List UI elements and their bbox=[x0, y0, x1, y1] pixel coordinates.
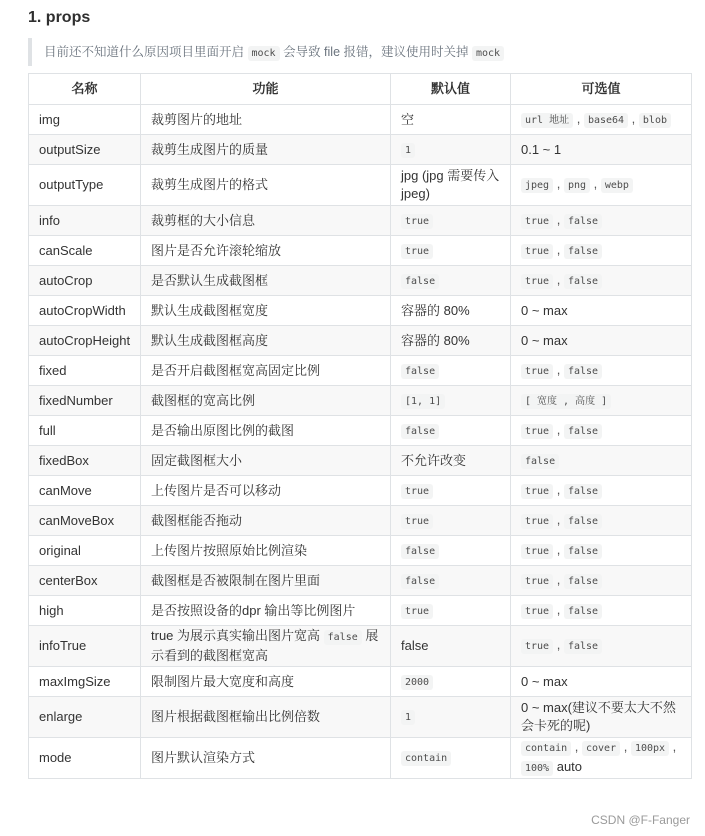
cell-name: outputType bbox=[29, 165, 141, 206]
default-code: [1, 1] bbox=[401, 394, 445, 409]
default-code: false bbox=[401, 274, 439, 289]
cell-options bbox=[511, 566, 692, 596]
default-code: false bbox=[401, 364, 439, 379]
option-code: false bbox=[564, 214, 602, 229]
cell-name: autoCropWidth bbox=[29, 296, 141, 326]
cell-function bbox=[141, 626, 391, 667]
option-code: url 地址 bbox=[521, 113, 573, 128]
cell-name: mode bbox=[29, 738, 141, 779]
table-row bbox=[29, 266, 692, 296]
cell-default: 容器的 80% bbox=[391, 326, 511, 356]
cell-options bbox=[511, 626, 692, 667]
option-code: true bbox=[521, 214, 553, 229]
cell-default: 空 bbox=[391, 105, 511, 135]
table-row bbox=[29, 356, 692, 386]
header-options: 可选值 bbox=[511, 74, 692, 105]
cell-function: 图片是否允许滚轮缩放 bbox=[141, 236, 391, 266]
table-row bbox=[29, 416, 692, 446]
option-code: false bbox=[564, 574, 602, 589]
function-code: false bbox=[324, 630, 362, 645]
cell-default bbox=[391, 135, 511, 165]
cell-function: 裁剪生成图片的质量 bbox=[141, 135, 391, 165]
cell-options bbox=[511, 386, 692, 416]
table-header-row bbox=[29, 74, 692, 105]
header-name: 名称 bbox=[29, 74, 141, 105]
cell-default: false bbox=[391, 626, 511, 667]
option-code: false bbox=[564, 484, 602, 499]
cell-function: 上传图片是否可以移动 bbox=[141, 476, 391, 506]
option-code: false bbox=[564, 424, 602, 439]
cell-function: 裁剪生成图片的格式 bbox=[141, 165, 391, 206]
separator: , bbox=[669, 739, 677, 754]
separator: , bbox=[553, 361, 564, 377]
section-heading: 1. props bbox=[28, 9, 91, 26]
cell-function: 裁剪图片的地址 bbox=[141, 105, 391, 135]
cell-default: 容器的 80% bbox=[391, 296, 511, 326]
option-tail-text: auto bbox=[556, 759, 583, 774]
cell-name: img bbox=[29, 105, 141, 135]
separator: , bbox=[628, 110, 639, 126]
cell-name: canMove bbox=[29, 476, 141, 506]
cell-name: maxImgSize bbox=[29, 667, 141, 697]
table-row bbox=[29, 236, 692, 266]
option-code: true bbox=[521, 244, 553, 259]
separator: , bbox=[553, 511, 564, 527]
option-code: false bbox=[564, 639, 602, 654]
default-code: 1 bbox=[401, 710, 415, 725]
table-row bbox=[29, 386, 692, 416]
default-code: false bbox=[401, 424, 439, 439]
separator: , bbox=[553, 637, 564, 652]
default-code: true bbox=[401, 214, 433, 229]
option-code: false bbox=[564, 544, 602, 559]
separator: , bbox=[590, 176, 601, 191]
cell-function: 限制图片最大宽度和高度 bbox=[141, 667, 391, 697]
default-code: 2000 bbox=[401, 675, 433, 690]
separator: , bbox=[553, 541, 564, 557]
option-code: false bbox=[564, 514, 602, 529]
separator: , bbox=[620, 739, 631, 754]
option-code: 100px bbox=[631, 741, 669, 756]
default-code: contain bbox=[401, 751, 451, 766]
option-code: base64 bbox=[584, 113, 628, 128]
cell-options bbox=[511, 506, 692, 536]
cell-options bbox=[511, 536, 692, 566]
table-row bbox=[29, 697, 692, 738]
cell-options bbox=[511, 236, 692, 266]
table-row bbox=[29, 206, 692, 236]
cell-function: 上传图片按照原始比例渲染 bbox=[141, 536, 391, 566]
option-code: 100% bbox=[521, 761, 553, 776]
table-row bbox=[29, 738, 692, 779]
default-code: true bbox=[401, 484, 433, 499]
separator: , bbox=[553, 601, 564, 617]
cell-options bbox=[511, 206, 692, 236]
default-code: true bbox=[401, 514, 433, 529]
cell-function: 图片默认渲染方式 bbox=[141, 738, 391, 779]
option-code: true bbox=[521, 639, 553, 654]
cell-options bbox=[511, 416, 692, 446]
cell-options: 0 ~ max bbox=[511, 667, 692, 697]
cell-name: outputSize bbox=[29, 135, 141, 165]
option-code: [ 宽度 , 高度 ] bbox=[521, 394, 611, 409]
table-row bbox=[29, 566, 692, 596]
cell-name: high bbox=[29, 596, 141, 626]
table-row bbox=[29, 476, 692, 506]
option-code: contain bbox=[521, 741, 571, 756]
table-row bbox=[29, 135, 692, 165]
table-body bbox=[29, 105, 692, 779]
table-row bbox=[29, 667, 692, 697]
header-default: 默认值 bbox=[391, 74, 511, 105]
table-row bbox=[29, 596, 692, 626]
table-row bbox=[29, 105, 692, 135]
cell-name: autoCrop bbox=[29, 266, 141, 296]
note-text-before: 目前还不知道什么原因项目里面开启 bbox=[44, 45, 245, 59]
cell-default bbox=[391, 536, 511, 566]
table-row bbox=[29, 326, 692, 356]
function-text-before: true 为展示真实输出图片宽高 bbox=[151, 628, 321, 643]
cell-options: 0 ~ max bbox=[511, 326, 692, 356]
separator: , bbox=[553, 271, 564, 287]
option-code: true bbox=[521, 364, 553, 379]
cell-name: info bbox=[29, 206, 141, 236]
cell-default bbox=[391, 667, 511, 697]
option-code: true bbox=[521, 574, 553, 589]
cell-options bbox=[511, 266, 692, 296]
cell-name: autoCropHeight bbox=[29, 326, 141, 356]
note-blockquote bbox=[28, 38, 691, 66]
option-code: jpeg bbox=[521, 178, 553, 193]
cell-default bbox=[391, 476, 511, 506]
option-code: true bbox=[521, 514, 553, 529]
cell-default bbox=[391, 206, 511, 236]
cell-name: original bbox=[29, 536, 141, 566]
table-row bbox=[29, 446, 692, 476]
cell-options bbox=[511, 356, 692, 386]
note-code-mock-2: mock bbox=[472, 46, 504, 61]
cell-function: 默认生成截图框宽度 bbox=[141, 296, 391, 326]
separator: , bbox=[553, 176, 564, 191]
note-code-mock: mock bbox=[248, 46, 280, 61]
separator: , bbox=[553, 481, 564, 497]
option-code: cover bbox=[582, 741, 620, 756]
cell-function: 默认生成截图框高度 bbox=[141, 326, 391, 356]
option-code: false bbox=[564, 364, 602, 379]
cell-options bbox=[511, 105, 692, 135]
cell-name: canScale bbox=[29, 236, 141, 266]
cell-default bbox=[391, 506, 511, 536]
default-code: true bbox=[401, 604, 433, 619]
cell-options bbox=[511, 446, 692, 476]
table-row bbox=[29, 165, 692, 206]
option-code: true bbox=[521, 274, 553, 289]
default-code: false bbox=[401, 574, 439, 589]
separator: , bbox=[553, 571, 564, 587]
cell-name: infoTrue bbox=[29, 626, 141, 667]
cell-options bbox=[511, 596, 692, 626]
cell-name: fixed bbox=[29, 356, 141, 386]
table-row bbox=[29, 506, 692, 536]
cell-function: 截图框能否拖动 bbox=[141, 506, 391, 536]
cell-default: 不允许改变 bbox=[391, 446, 511, 476]
cell-function: 是否按照设备的dpr 输出等比例图片 bbox=[141, 596, 391, 626]
cell-options bbox=[511, 738, 692, 779]
header-function: 功能 bbox=[141, 74, 391, 105]
table-row bbox=[29, 626, 692, 667]
option-code: webp bbox=[601, 178, 633, 193]
cell-function: 是否默认生成截图框 bbox=[141, 266, 391, 296]
cell-options: 0.1 ~ 1 bbox=[511, 135, 692, 165]
cell-name: centerBox bbox=[29, 566, 141, 596]
option-code: true bbox=[521, 484, 553, 499]
table-row bbox=[29, 536, 692, 566]
cell-default bbox=[391, 266, 511, 296]
option-code: false bbox=[564, 244, 602, 259]
option-code: blob bbox=[639, 113, 671, 128]
cell-name: fixedNumber bbox=[29, 386, 141, 416]
cell-function: 图片根据截图框输出比例倍数 bbox=[141, 697, 391, 738]
cell-options bbox=[511, 476, 692, 506]
cell-default bbox=[391, 566, 511, 596]
option-code: false bbox=[521, 454, 559, 469]
option-code: false bbox=[564, 604, 602, 619]
separator: , bbox=[553, 421, 564, 437]
default-code: 1 bbox=[401, 143, 415, 158]
option-code: true bbox=[521, 604, 553, 619]
table-row bbox=[29, 296, 692, 326]
separator: , bbox=[553, 211, 564, 227]
cell-options: 0 ~ max(建议不要太大不然会卡死的呢) bbox=[511, 697, 692, 738]
separator: , bbox=[573, 110, 584, 126]
default-code: false bbox=[401, 544, 439, 559]
cell-function: 是否输出原图比例的截图 bbox=[141, 416, 391, 446]
option-code: png bbox=[564, 178, 590, 193]
cell-function: 截图框是否被限制在图片里面 bbox=[141, 566, 391, 596]
cell-options: 0 ~ max bbox=[511, 296, 692, 326]
option-code: false bbox=[564, 274, 602, 289]
cell-function: 是否开启截图框宽高固定比例 bbox=[141, 356, 391, 386]
separator: , bbox=[571, 739, 582, 754]
props-table bbox=[28, 73, 692, 779]
cell-default bbox=[391, 416, 511, 446]
option-code: true bbox=[521, 544, 553, 559]
default-code: true bbox=[401, 244, 433, 259]
cell-default bbox=[391, 236, 511, 266]
function-text-after: 展示看到的截图框宽高 bbox=[151, 628, 379, 663]
cell-name: fixedBox bbox=[29, 446, 141, 476]
cell-name: full bbox=[29, 416, 141, 446]
cell-default bbox=[391, 738, 511, 779]
cell-default bbox=[391, 596, 511, 626]
cell-name: enlarge bbox=[29, 697, 141, 738]
separator: , bbox=[553, 241, 564, 257]
cell-default bbox=[391, 386, 511, 416]
cell-name: canMoveBox bbox=[29, 506, 141, 536]
csdn-watermark: CSDN @F-Fanger bbox=[591, 813, 690, 827]
cell-options bbox=[511, 165, 692, 206]
option-code: true bbox=[521, 424, 553, 439]
cell-default: jpg (jpg 需要传入jpeg) bbox=[391, 165, 511, 206]
cell-default bbox=[391, 356, 511, 386]
cell-default bbox=[391, 697, 511, 738]
cell-function: 截图框的宽高比例 bbox=[141, 386, 391, 416]
cell-function: 固定截图框大小 bbox=[141, 446, 391, 476]
cell-function: 裁剪框的大小信息 bbox=[141, 206, 391, 236]
note-text-middle: 会导致 file 报错，建议使用时关掉 bbox=[283, 45, 469, 59]
